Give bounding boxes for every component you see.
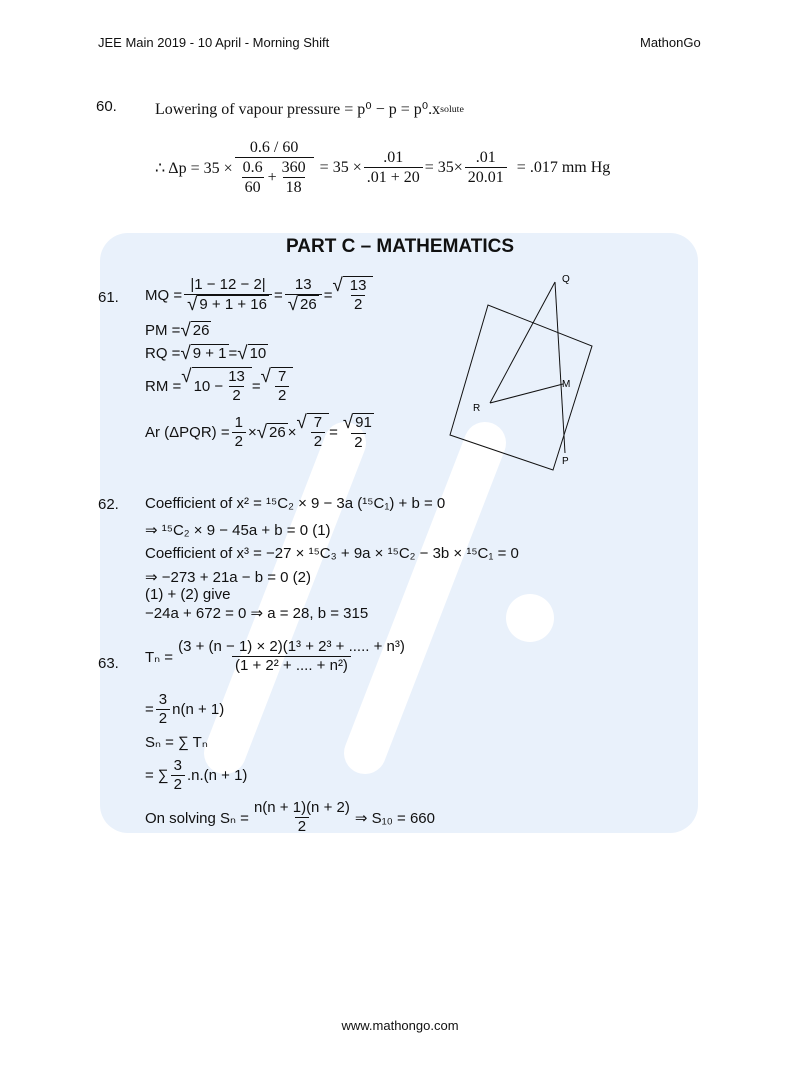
q60-line1-sub: solute (440, 103, 464, 115)
q61-rq-eq: = (228, 345, 238, 363)
q61-mq-den-rad: 9 + 1 + 16 (199, 296, 267, 313)
q62-line1: Coefficient of x² = ¹⁵C₂ × 9 − 3a (¹⁵C₁) + b = 0 (145, 495, 446, 512)
q61-mq-eq2: = (323, 286, 333, 304)
q60-f1-d1 (240, 158, 266, 198)
q61-pm-rad: 26 (192, 322, 210, 339)
watermark-dot (506, 594, 554, 642)
q61-mq-f3-num: 13 (349, 277, 367, 294)
q61-ar-times2: × (287, 424, 297, 442)
q60-eq2: = 35 × (319, 159, 362, 177)
q61-mq-eq: = (273, 286, 283, 304)
footer-url[interactable]: www.mathongo.com (341, 1018, 459, 1033)
q61-geometry-figure (440, 268, 610, 473)
header-brand: MathonGo (640, 35, 701, 50)
q61-ar-lhs: Ar (ΔPQR) = (145, 424, 230, 442)
q61-mq-f2-den: √ 26 (285, 294, 322, 315)
question-number-61: 61. (98, 289, 119, 306)
q63-l2-rest: n(n + 1) (172, 701, 225, 719)
q61-mq-f2-num: 13 (294, 276, 312, 293)
q61-ar-half-num: 1 (234, 413, 243, 431)
q61-ar-r-num: 91 (355, 414, 372, 431)
figure-label-p: P (562, 456, 569, 467)
q61-ar-times: × (247, 424, 257, 442)
figure-label-r: R (473, 403, 481, 414)
q63-l4-eq: = ∑ (145, 767, 169, 785)
q60-fraction-2 (364, 148, 423, 188)
q61-mq-lhs: MQ = (145, 286, 183, 304)
q60-eq3: = 35× (424, 159, 463, 177)
q61-pm-lhs: PM = (145, 322, 181, 340)
q61-ar-f-den: 2 (311, 432, 325, 452)
q60-fraction-1 (235, 138, 314, 198)
q63-l5-den: 2 (295, 817, 309, 837)
q60-f1-d2-num: 360 (281, 159, 306, 177)
q63-tn-den: (1 + 2² + .... + n²) (232, 656, 351, 676)
q60-result: = .017 mm Hg (516, 159, 611, 177)
q63-l2-num: 3 (158, 691, 168, 708)
q61-rq-rad2: 10 (249, 345, 267, 362)
figure-edge-qr (490, 282, 555, 403)
q60-f1-plus: + (267, 169, 277, 187)
q61-ar-half-den: 2 (232, 432, 246, 452)
q61-rm: RM = √ 10 − $\frac{13}{2}$ = √ $\frac{7}{2}$ (145, 367, 293, 406)
q60-f1-den (235, 157, 314, 198)
q61-rm-eq: = (251, 377, 261, 395)
watermark-stroke-1 (225, 443, 345, 753)
q63-line4 (145, 757, 247, 795)
q60-line2 (155, 138, 610, 198)
q60-f2-num: .01 (383, 149, 404, 167)
header-title: JEE Main 2019 - 10 April - Morning Shift (98, 35, 330, 50)
q61-rq-rad1: 9 + 1 (192, 345, 227, 362)
q60-fraction-3 (465, 148, 507, 188)
figure-label-m: M (562, 379, 571, 390)
q61-mq-den: √ 9 + 1 + 16 (184, 294, 272, 315)
q63-line5 (145, 799, 435, 837)
q61-mq-num: |1 − 12 − 2| (190, 276, 266, 293)
q61-rm-a: 10 − (193, 377, 224, 395)
question-number-62: 62. (98, 496, 119, 513)
q60-f3-num: .01 (475, 149, 496, 167)
q62-line5: (1) + (2) give (145, 586, 231, 603)
section-title: PART C – MATHEMATICS (286, 236, 514, 257)
q63-line3: Sₙ = ∑ Tₙ (145, 734, 208, 751)
q61-mq-frac2 (285, 276, 322, 315)
figure-plane-outline (450, 305, 592, 470)
q61-mq-f3-den: 2 (351, 295, 365, 315)
question-number-63: 63. (98, 655, 119, 672)
q60-f1-num: 0.6 / 60 (249, 139, 299, 156)
figure-edge-rm (490, 384, 563, 403)
q63-l2-eq: = (145, 701, 154, 719)
q60-line1-text: Lowering of vapour pressure = p⁰ − p = p⁰.x (155, 101, 441, 118)
q61-mq-sqrt: √ $\frac{13}{2}$ (332, 276, 373, 315)
q61-rq-lhs: RQ = (145, 345, 181, 363)
q61-rm-f-den: 2 (275, 386, 289, 406)
q60-line1 (155, 99, 464, 119)
q62-line4: ⇒ −273 + 21a − b = 0 (2) (145, 569, 312, 586)
q61-ar-r-den: 2 (351, 433, 365, 453)
q63-line2 (145, 691, 224, 729)
q60-therefore: ∴ Δp = 35 × (155, 160, 233, 178)
q63-l5-post: ⇒ S₁₀ = 660 (354, 809, 435, 827)
q61-mq (145, 276, 373, 315)
q61-ar-eq: = (329, 424, 338, 442)
q62-line3: Coefficient of x³ = −27 × ¹⁵C₃ + 9a × ¹⁵C₂ − 3b × ¹⁵C₁ = 0 (145, 545, 519, 562)
q61-area: Ar (ΔPQR) = $\frac{1}{2}$ × √ 26 × √ $\frac{7}{2}$ = √ 91 2 (145, 411, 372, 451)
q60-f1-d1-den: 60 (242, 177, 264, 198)
q61-rm-lhs: RM = (145, 377, 182, 395)
q61-ar-rad: 26 (269, 423, 286, 441)
q61-ar-f-num: 7 (313, 414, 323, 432)
watermark-stroke-2 (365, 443, 485, 753)
q60-f1-d1-num: 0.6 (242, 159, 263, 177)
figure-edge-qp (555, 282, 565, 453)
q60-f1-d2 (279, 158, 309, 198)
q61-mq-f2-den-rad: 26 (300, 296, 317, 313)
q61-rm-den: 2 (229, 386, 243, 406)
q60-f3-den: 20.01 (465, 167, 507, 188)
q61-rm-f-num: 7 (277, 368, 287, 385)
q63-tn-num: (3 + (n − 1) × 2)(1³ + 2³ + ..... + n³) (178, 638, 405, 655)
q61-rm-num: 13 (228, 368, 245, 385)
q61-rq: RQ = √ 9 + 1 = √ 10 (145, 342, 267, 363)
q62-line2: ⇒ ¹⁵C₂ × 9 − 45a + b = 0 (1) (145, 522, 331, 539)
figure-label-q: Q (562, 274, 570, 285)
q63-tn (145, 638, 410, 676)
q63-l5-num: n(n + 1)(n + 2) (253, 799, 350, 816)
question-number-60: 60. (96, 98, 117, 115)
q62-line6: −24a + 672 = 0 ⇒ a = 28, b = 315 (145, 605, 369, 622)
q63-tn-lhs: Tₙ = (145, 648, 174, 666)
q63-l2-den: 2 (156, 709, 170, 729)
q61-pm: PM = √ 26 (145, 319, 210, 340)
q61-mq-frac (184, 276, 272, 315)
q63-l4-rest: .n.(n + 1) (186, 767, 248, 785)
q63-l4-num: 3 (173, 757, 182, 774)
q63-l4-den: 2 (171, 775, 185, 795)
q63-l5-pre: On solving Sₙ = (145, 809, 249, 827)
q60-f2-den: .01 + 20 (364, 167, 423, 188)
q60-f1-d2-den: 18 (283, 177, 305, 198)
